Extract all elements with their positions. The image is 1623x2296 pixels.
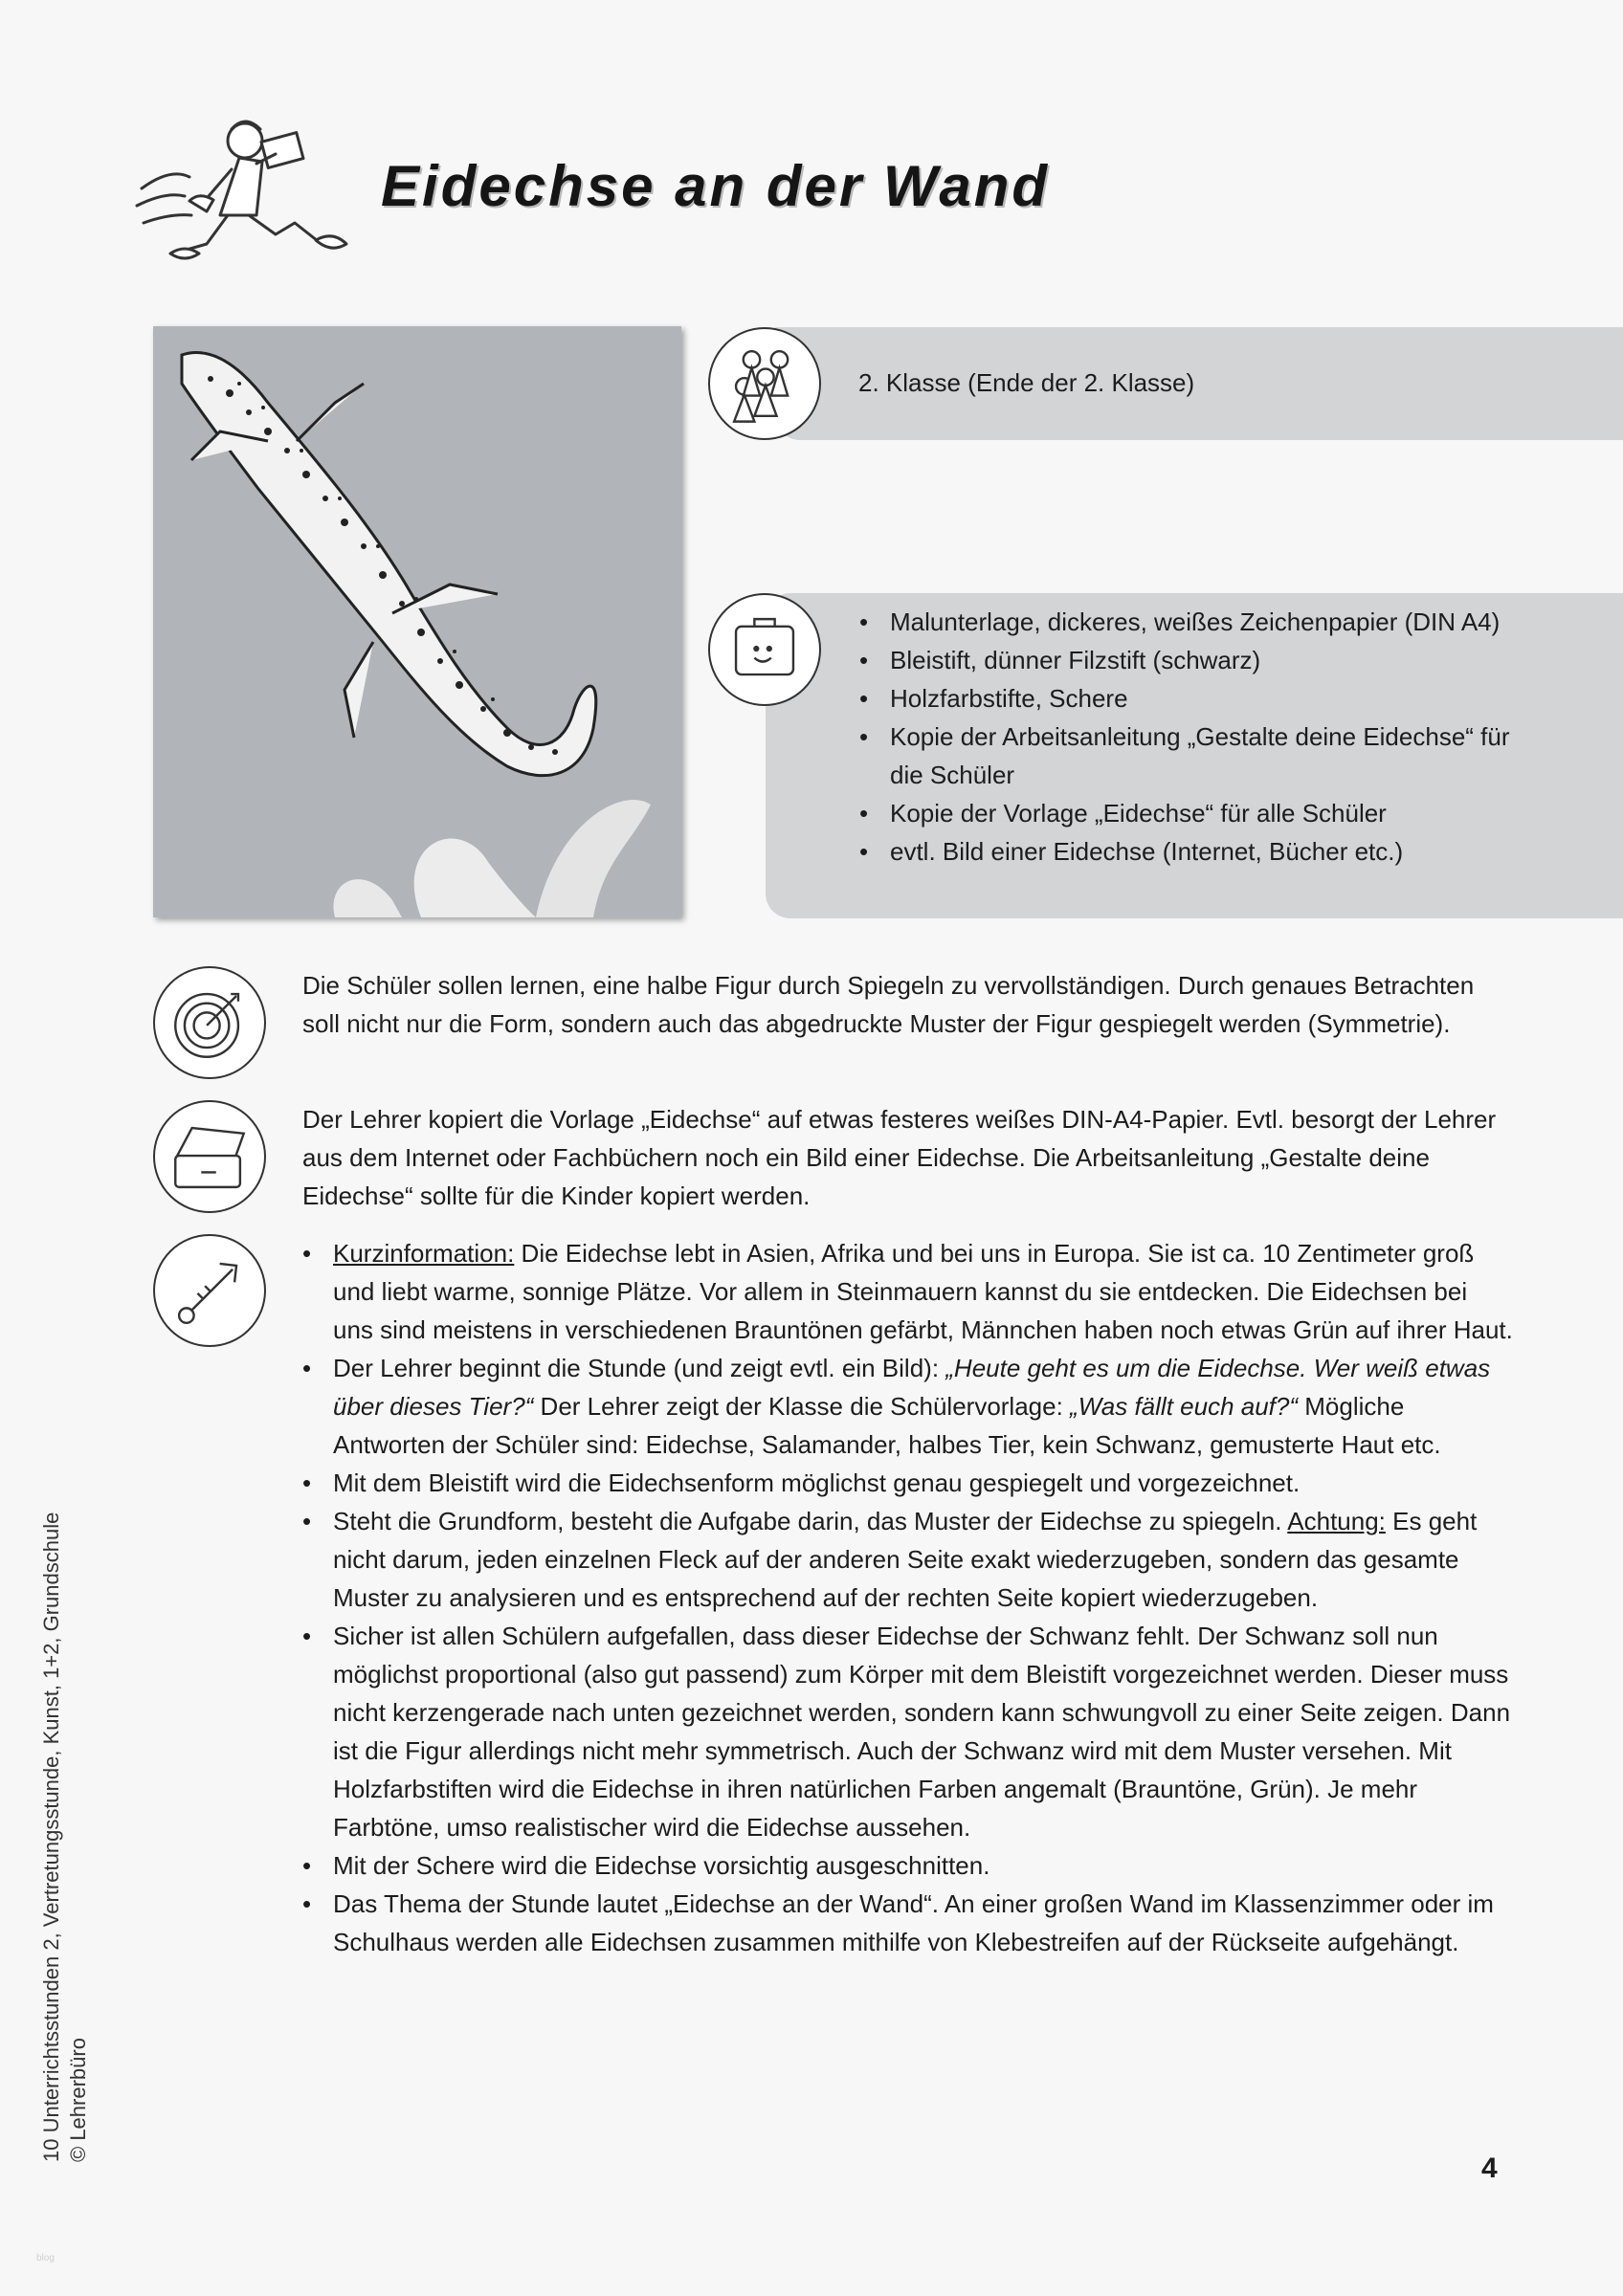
list-item-text: Mögliche Antworten der Schüler sind: Eidechse, Salamander, halbes Tier, kein Schwanz, gemusterte Haut etc.	[333, 1392, 1441, 1459]
target-icon	[153, 966, 266, 1079]
list-item: • Mit der Schere wird die Eidechse vorsichtig ausgeschnitten.	[302, 1846, 1513, 1885]
list-item: • Malunterlage, dickeres, weißes Zeichenpapier (DIN A4)	[859, 603, 1548, 641]
list-item: • Holzfarbstifte, Schere	[859, 679, 1548, 718]
quote-text: „Heute geht es um die Eidechse. Wer weiß etwas über dieses Tier?“	[333, 1354, 1491, 1421]
quote-text: „Was fällt euch auf?“	[1070, 1392, 1299, 1421]
list-item-text: Steht die Grundform, besteht die Aufgabe darin, das Muster der Eidechse zu spiegeln.	[333, 1507, 1288, 1535]
list-item-text: Der Lehrer zeigt der Klasse die Schülervorlage:	[533, 1392, 1071, 1421]
page-number: 4	[1481, 2152, 1498, 2184]
watermark: blog	[36, 2253, 55, 2263]
lizard-photo	[153, 326, 681, 917]
list-item	[302, 1234, 1513, 1349]
list-item: • Kopie der Arbeitsanleitung „Gestalte deine Eidechse“ für die Schüler	[859, 718, 1548, 794]
list-item-text: Der Lehrer beginnt die Stunde (und zeigt evtl. ein Bild):	[333, 1354, 946, 1382]
list-item-text: Es geht nicht darum, jeden einzelnen Fleck auf der anderen Seite exakt wiederzugeben, sondern das gesamte Muster zu analysieren und es entsprechend auf der rechten Seite kopiert wiederzugeben.	[333, 1507, 1478, 1612]
list-item-text: Die Eidechse lebt in Asien, Afrika und bei uns in Europa. Sie ist ca. 10 Zentimeter groß und liebt warme, sonnige Plätze. Vor allem in Steinmauern kannst du sie entdecken. Die Eidechsen bei uns sind meistens in verschiedenen Brauntönen gefärbt, Männchen haben noch etwas Grün auf ihrer Haut.	[333, 1239, 1513, 1344]
pawn-figures-icon	[708, 327, 821, 440]
running-teacher-icon	[132, 100, 360, 271]
open-suitcase-icon	[153, 1100, 266, 1213]
attention-label: Achtung:	[1287, 1507, 1386, 1535]
list-item: • evtl. Bild einer Eidechse (Internet, Bücher etc.)	[859, 832, 1548, 871]
side-note-source: 10 Unterrichtsstunden 2, Vertretungsstunde, Kunst, 1+2, Grundschule	[39, 1512, 63, 2162]
preparation-text: Der Lehrer kopiert die Vorlage „Eidechse“ auf etwas festeres weißes DIN-A4-Papier. Evtl. besorgt der Lehrer aus dem Internet oder Fachbüchern noch ein Bild einer Eidechse. Die Arbeitsanleitung „Gestalte deine Eidechse“ sollte für die Kinder kopiert werden.	[302, 1105, 1497, 1210]
side-note	[38, 1473, 92, 2162]
page-title: Eidechse an der Wand	[381, 154, 1051, 218]
side-note-copyright: © Lehrerbüro	[66, 2038, 90, 2162]
materials-list	[859, 603, 1548, 871]
suitcase-icon	[708, 593, 821, 706]
arrow-key-icon	[153, 1234, 266, 1347]
goal-text: Die Schüler sollen lernen, eine halbe Figur durch Spiegeln zu vervollständigen. Durch genaues Betrachten soll nicht nur die Form, sondern auch das abgedruckte Muster der Figur gespiegelt werden (Symmetrie).	[302, 971, 1475, 1038]
short-info-label: Kurzinformation:	[333, 1239, 515, 1268]
list-item: • Sicher ist allen Schülern aufgefallen, dass dieser Eidechse der Schwanz fehlt. Der Schwanz soll nun möglichst proportional (also gut passend) zum Körper mit dem Bleistift vorgezeichnet werden. Dieser muss nicht kerzengerade nach unten gezeichnet werden, sondern kann schwungvoll zu einer Seite zeigen. Dann ist die Figur allerdings nicht mehr symmetrisch. Auch der Schwanz wird mit dem Muster versehen. Mit Holzfarbstiften wird die Eidechse in ihren natürlichen Farben angemalt (Brauntöne, Grün). Je mehr Farbtöne, umso realistischer wird die Eidechse aussehen.	[302, 1617, 1513, 1846]
list-item	[302, 1349, 1513, 1464]
list-item: • Mit dem Bleistift wird die Eidechsenform möglichst genau gespiegelt und vorgezeichnet.	[302, 1464, 1513, 1502]
class-info: 2. Klasse (Ende der 2. Klasse)	[858, 368, 1195, 397]
list-item: • Kopie der Vorlage „Eidechse“ für alle Schüler	[859, 794, 1548, 832]
list-item	[302, 1502, 1513, 1617]
list-item: • Das Thema der Stunde lautet „Eidechse an der Wand“. An einer großen Wand im Klassenzimmer oder im Schulhaus werden alle Eidechsen zusammen mithilfe von Klebestreifen auf der Rückseite aufgehängt.	[302, 1885, 1513, 1961]
procedure-list	[302, 1234, 1513, 1961]
list-item: • Bleistift, dünner Filzstift (schwarz)	[859, 641, 1548, 679]
